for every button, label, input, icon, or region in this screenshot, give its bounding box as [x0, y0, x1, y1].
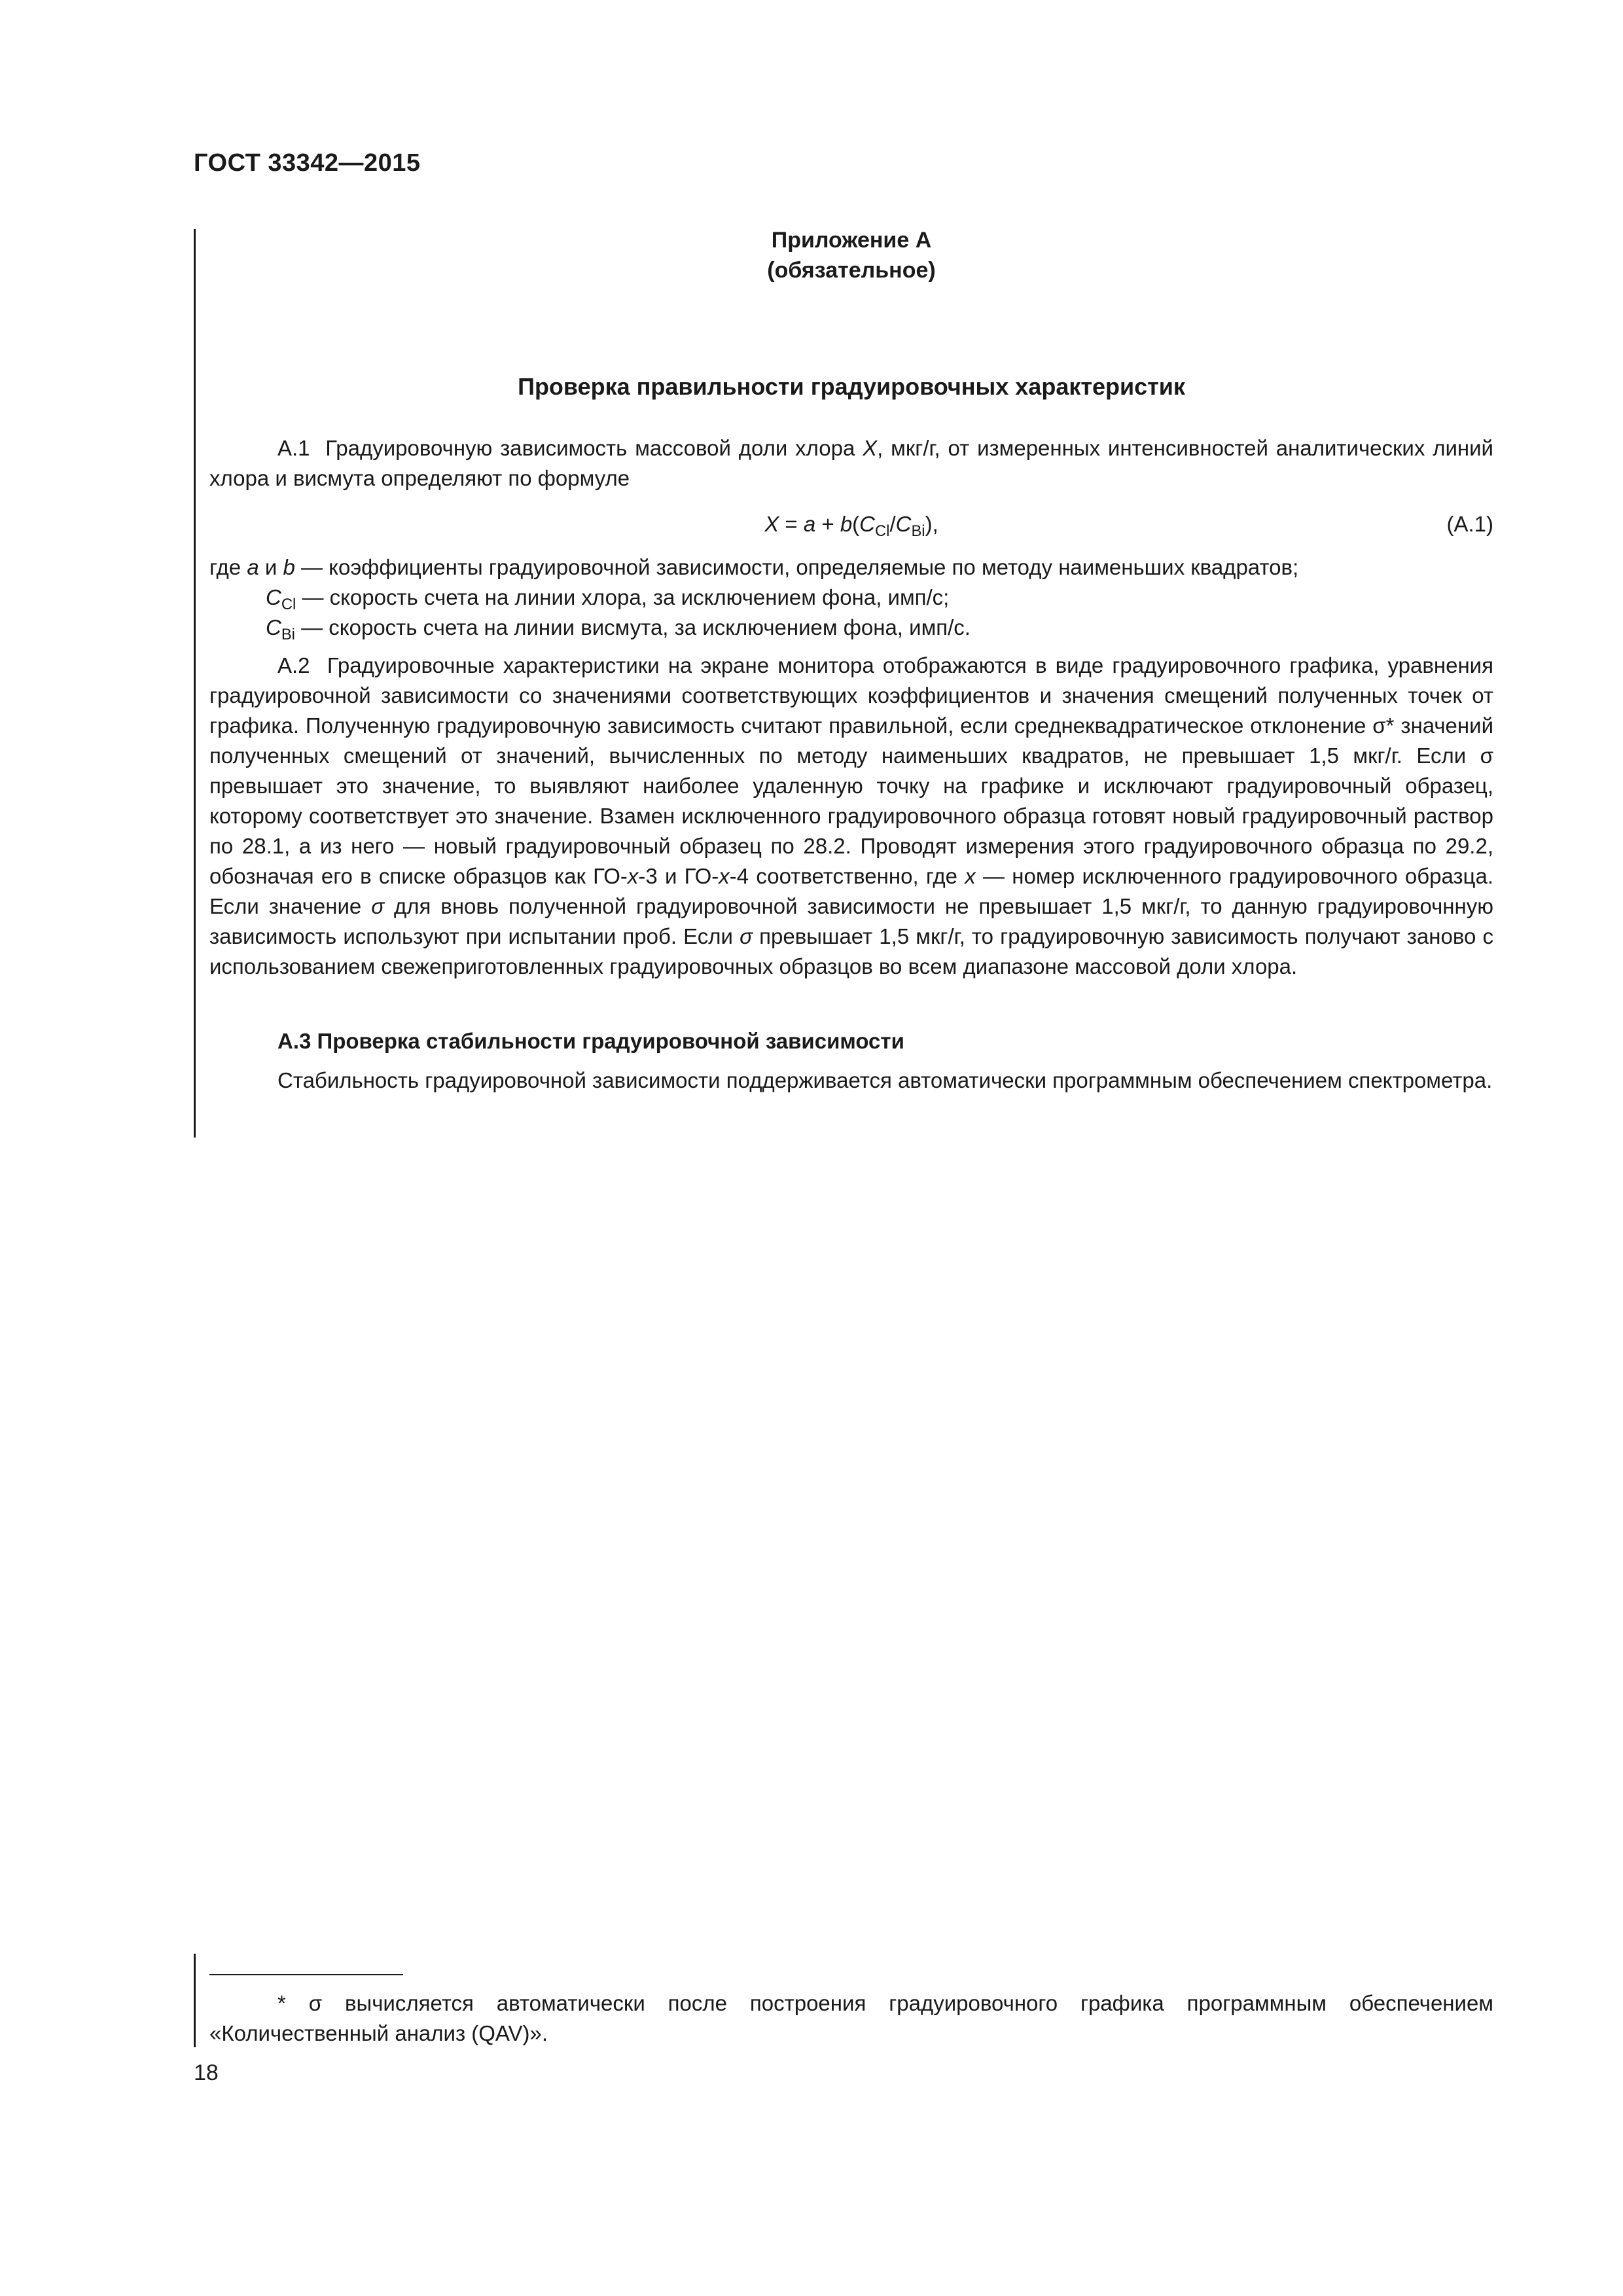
- section-a2: [209, 651, 1493, 982]
- footnote-change-bar: [194, 1954, 196, 2047]
- a2-number: А.2: [277, 653, 310, 677]
- section-a3-heading: А.3 Проверка стабильности градуировочной зависимости: [277, 1029, 904, 1053]
- definition-coefficients: где a и b — коэффициенты градуировочной зависимости, определяемые по методу наименьших квадратов;: [209, 555, 1299, 579]
- a2-paragraph: А.2 Градуировочные характеристики на экране монитора отображаются в виде градуировочного графика, уравнения градуировочной зависимости со значениями соответствующих коэффициентов и значения смещений полученных точек от графика. Полученную градуировочную зависимость считают правильной, если среднеквадратическое отклонение σ* значений полученных смещений от значений, вычисленных по методу наименьших квадратов, не превышает 1,5 мкг/г. Если σ превышает это значение, то выявляют наиболее удаленную точку на графике и исключают градуировочный образец, которому соответствует это значение. Взамен исключенного градуировочного образца готовят новый градуировочный раствор по 28.1, а из него — новый градуировочный образец по 28.2. Проводят измерения этого градуировочного образца по 29.2, обозначая его в списке образцов как ГО-x-3 и ГО-x-4 соответственно, где x — номер исключенного градуировочного образца. Если значение σ для вновь полученной градуировочной зависимости не превышает 1,5 мкг/г, то данную градуировочнную зависимость используют при испытании проб. Если σ превышает 1,5 мкг/г, то градуировочную зависимость получают заново с использованием свежеприготовленных градуировочных образцов во всем диапазоне массовой доли хлора.: [209, 653, 1493, 978]
- section-a3: [209, 1066, 1493, 1096]
- definition-ccl: $C_{Cl}$ — скорость счета на линии хлора, за исключением фона, имп/с;: [266, 585, 950, 614]
- formula-definitions: [209, 552, 1493, 643]
- definition-cbi: $C_{Bi}$ — скорость счета на линии висмута, за исключением фона, имп/с.: [266, 615, 971, 644]
- page-number: 18: [194, 2060, 219, 2085]
- a1-paragraph: А.1 Градуировочную зависимость массовой доли хлора X, мкг/г, от измеренных интенсивностей аналитических линий хлора и висмута определяют по формуле: [209, 436, 1493, 490]
- a1-number: А.1: [277, 436, 310, 460]
- annex-title: [209, 225, 1493, 285]
- section-a1: [209, 433, 1493, 493]
- change-bar: [194, 229, 196, 1138]
- formula-expression: $X = a + b(C_{Cl}/C_{Bi})$,: [764, 512, 938, 541]
- a3-paragraph: Стабильность градуировочной зависимости поддерживается автоматически программным обеспечением спектрометра.: [277, 1068, 1493, 1092]
- annex-status: (обязательное): [767, 258, 936, 283]
- footnote-divider: [209, 1974, 403, 1975]
- document-code-header: ГОСТ 33342—2015: [194, 149, 421, 177]
- footnote: [209, 1988, 1493, 2049]
- footnote-text: * σ вычисляется автоматически после построения градуировочного графика программным обеспечением «Количественный анализ (QAV)».: [209, 1991, 1493, 2045]
- formula-number: (А.1): [1446, 512, 1493, 536]
- annex-heading: Проверка правильности градуировочных характеристик: [518, 373, 1185, 400]
- annex-label: Приложение А: [771, 228, 932, 253]
- formula-a1: [209, 509, 1493, 539]
